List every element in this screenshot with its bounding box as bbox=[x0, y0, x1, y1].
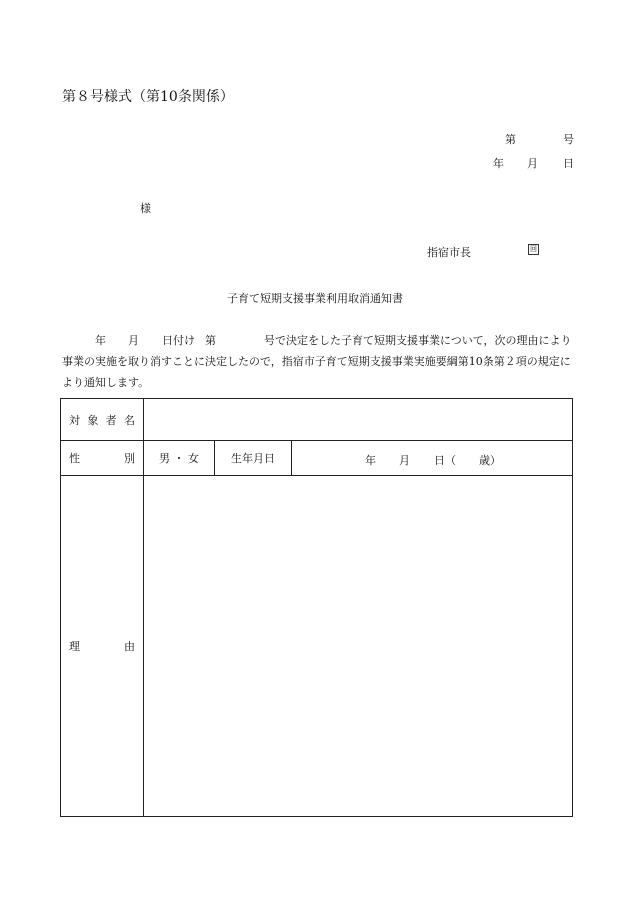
gender-label-cell bbox=[61, 441, 144, 476]
target-person-label-cell bbox=[61, 399, 144, 441]
birthdate-year: 年 bbox=[365, 454, 376, 467]
sender-title: 指宿市長 bbox=[427, 246, 471, 259]
birthdate-day: 日（ bbox=[434, 454, 456, 467]
label-char: 対 bbox=[69, 413, 80, 427]
label-char: 象 bbox=[87, 413, 99, 427]
reason-label bbox=[69, 638, 135, 654]
body-year: 年 bbox=[95, 334, 106, 347]
body-month: 月 bbox=[128, 334, 139, 347]
body-number-prefix: 第 bbox=[205, 334, 216, 347]
form-number-label: 第８号様式（第10条関係） bbox=[62, 89, 234, 105]
birthdate-age: 歳） bbox=[479, 454, 501, 467]
issue-date-year: 年 bbox=[493, 157, 504, 170]
target-person-value[interactable] bbox=[144, 399, 573, 441]
body-decision-text: 号で決定をした子育て短期支援事業について，次の理由により bbox=[264, 334, 572, 347]
birthdate-month: 月 bbox=[399, 454, 410, 467]
body-line-3: より通知します。 bbox=[62, 376, 150, 389]
label-char: 名 bbox=[123, 413, 135, 427]
label-char: 由 bbox=[124, 640, 135, 653]
table-row-target-person bbox=[61, 399, 573, 441]
body-line-1 bbox=[62, 330, 582, 351]
body-line-2: 事業の実施を取り消すことに決定したので，指宿市子育て短期支援事業実施要綱第10条第２項の規定に bbox=[62, 355, 571, 368]
notice-detail-table bbox=[60, 398, 573, 817]
document-number-prefix: 第 bbox=[505, 133, 516, 146]
document-title: 子育て短期支援事業利用取消通知書 bbox=[227, 292, 403, 305]
seal-mark: 回 bbox=[530, 245, 537, 253]
issue-date-month: 月 bbox=[527, 157, 538, 170]
label-char: 者 bbox=[105, 413, 117, 427]
table-row-gender bbox=[61, 441, 573, 476]
addressee-honorific: 様 bbox=[140, 202, 151, 215]
gender-options[interactable]: 男 ・ 女 bbox=[144, 441, 215, 476]
table-row-reason bbox=[61, 476, 573, 817]
reason-label-cell bbox=[61, 476, 144, 817]
target-person-label bbox=[69, 412, 135, 428]
body-day-dated: 日付け bbox=[162, 334, 195, 347]
label-char: 理 bbox=[69, 640, 80, 653]
issue-date-day: 日 bbox=[563, 157, 574, 170]
gender-label bbox=[69, 450, 135, 466]
birthdate-value[interactable] bbox=[292, 441, 573, 476]
notice-body bbox=[62, 330, 582, 393]
label-char: 別 bbox=[124, 452, 135, 465]
reason-value[interactable] bbox=[144, 476, 573, 817]
label-char: 性 bbox=[69, 452, 80, 465]
birthdate-label: 生年月日 bbox=[215, 441, 292, 476]
document-number-suffix: 号 bbox=[563, 133, 574, 146]
